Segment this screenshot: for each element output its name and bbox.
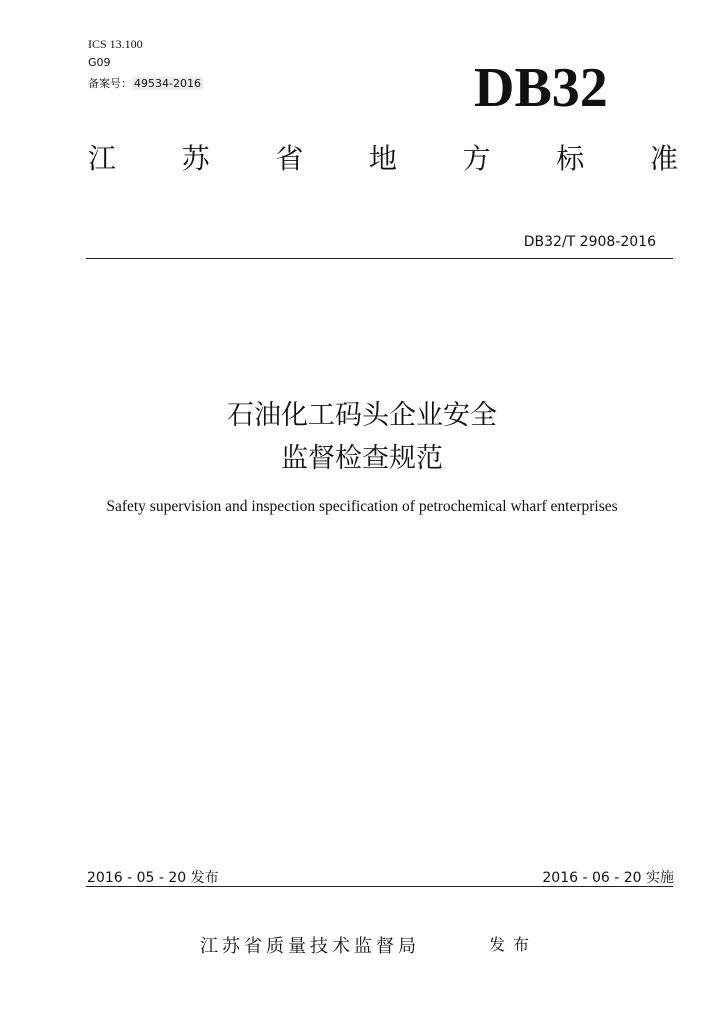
standard-type-char: 江 — [88, 142, 117, 175]
issuing-authority: 江苏省质量技术监督局 — [200, 936, 420, 957]
db-logo: DB32 — [474, 57, 608, 119]
title-cn-line1: 石油化工码头企业安全 — [227, 400, 497, 431]
standard-type-char: 苏 — [181, 142, 210, 175]
issue-date: 2016 - 05 - 20 发布 — [87, 870, 219, 886]
standard-type-title — [88, 142, 678, 176]
issue-word: 发布 — [489, 935, 538, 954]
top-divider — [86, 258, 673, 259]
title-en: Safety supervision and inspection specification of petrochemical wharf enterprises — [106, 498, 618, 515]
standard-type-char: 省 — [275, 142, 304, 175]
record-number — [88, 75, 203, 91]
title-cn-line2: 监督检查规范 — [281, 443, 443, 474]
implementation-date: 2016 - 06 - 20 实施 — [542, 870, 674, 886]
record-label: 备案号： — [88, 77, 132, 90]
standard-type-char: 地 — [368, 142, 397, 175]
ics-code: ICS 13.100 — [88, 37, 143, 51]
record-number-value: 49534-2016 — [134, 77, 201, 90]
standard-type-char: 准 — [649, 142, 678, 175]
classification-code: G09 — [88, 56, 111, 69]
standard-number: DB32/T 2908-2016 — [523, 234, 656, 250]
bottom-divider — [86, 886, 673, 887]
standard-type-char: 方 — [462, 142, 491, 175]
standard-type-char: 标 — [556, 142, 585, 175]
